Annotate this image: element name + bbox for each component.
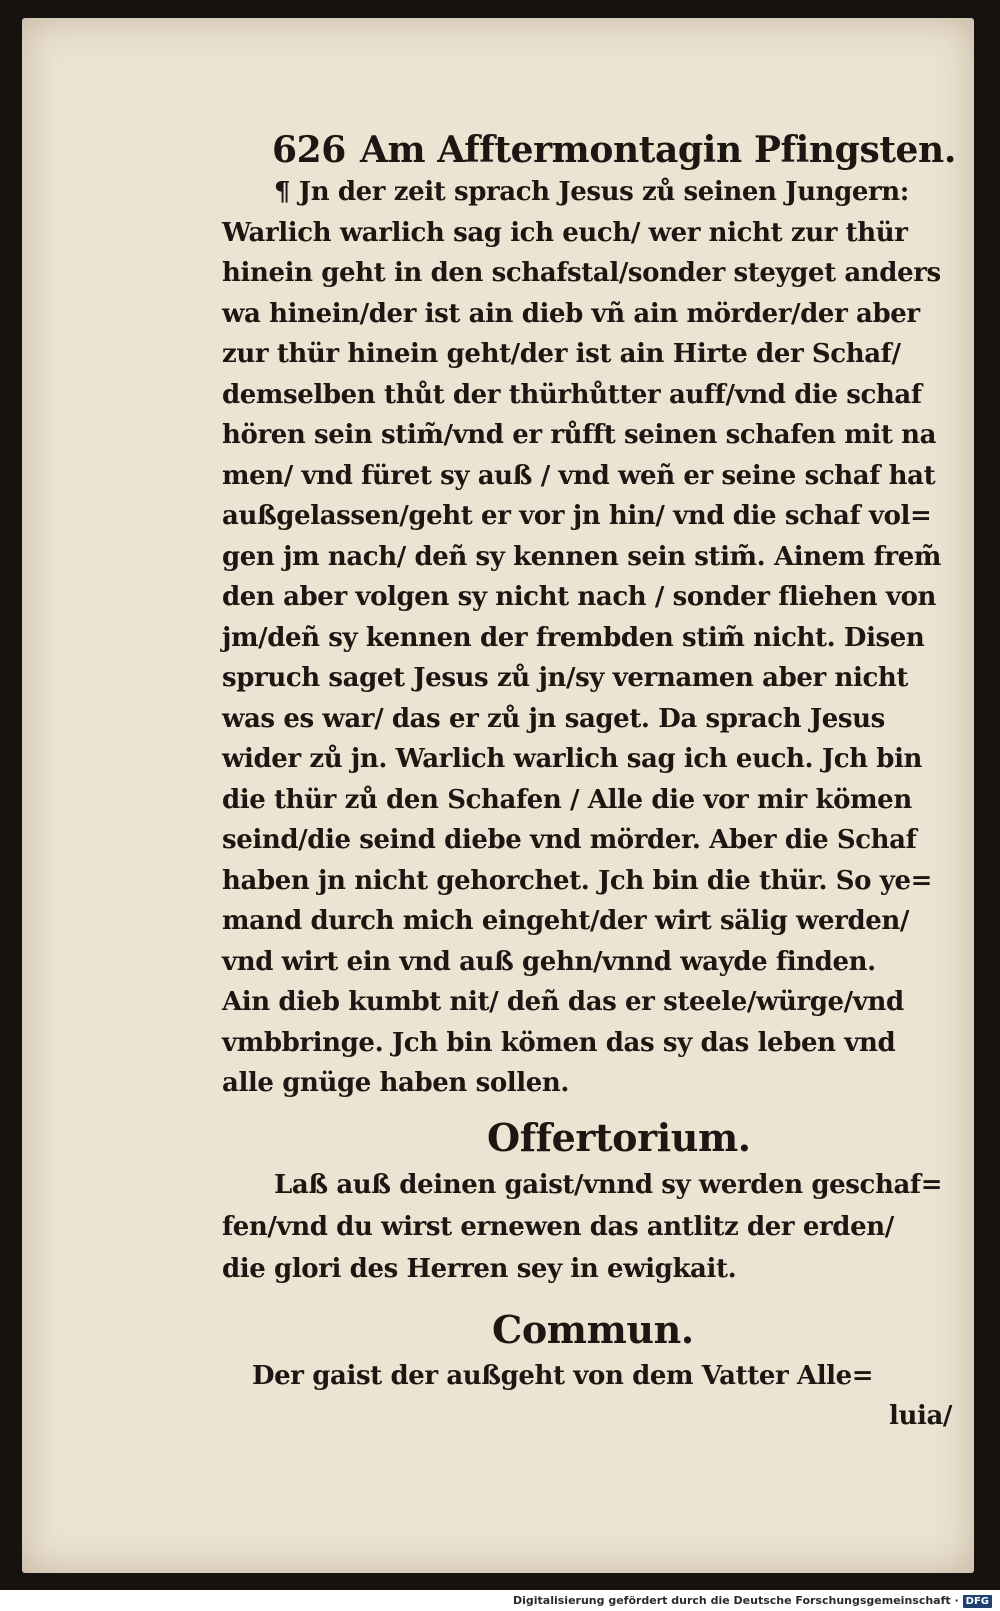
gospel-text [222,172,962,1104]
page-number: 626 [272,129,346,171]
text-line: die glori des Herren sey in ewigkait. [222,1253,737,1284]
text-line: was es war/ das er zů jn saget. Da sprach Jesus [222,703,885,734]
running-title: Am Afftermontagin Pfingsten. [359,129,956,171]
text-line: wider zů jn. Warlich warlich sag ich euch. Jch bin [222,744,923,774]
text-line: fen/vnd du wirst ernewen das antlitz der erden/ [222,1211,894,1242]
book-page [22,18,974,1573]
text-line: alle gnüge haben sollen. [222,1068,570,1098]
communio-text [222,1356,962,1437]
text-line: men/ vnd füret sy auß / vnd weñ er seine schaf hat [222,460,936,491]
text-line: Ain dieb kumbt nit/ deñ das er steele/würge/vnd [222,987,904,1017]
text-line: den aber volgen sy nicht nach / sonder fliehen von [222,582,937,612]
text-line: die thür zů den Schafen / Alle die vor mir kömen [222,784,912,815]
offertorium-heading: Offertorium. [487,1114,751,1160]
text-line: Der gaist der außgeht von dem Vatter Alle= [252,1360,874,1391]
text-line: hinein geht in den schafstal/sonder steyget anders [222,258,941,288]
text-line: seind/die seind diebe vnd mörder. Aber die Schaf [222,825,917,855]
text-line: zur thür hinein geht/der ist ain Hirte der Schaf/ [222,339,901,369]
text-line: hören sein stim̃/vnd er růfft seinen schafen mit na [222,420,937,450]
text-line: demselben thůt der thürhůtter auff/vnd die schaf [222,379,922,410]
communio-heading: Commun. [492,1306,694,1352]
text-line: außgelassen/geht er vor jn hin/ vnd die schaf vol= [222,501,932,531]
offertorium-text [222,1164,962,1290]
text-line: spruch saget Jesus zů jn/sy vernamen aber nicht [222,663,909,693]
page-header [272,128,962,172]
text-line: luia/ [888,1401,952,1431]
text-line: mand durch mich eingeht/der wirt sälig werden/ [222,906,909,936]
page-text [222,128,962,1437]
funding-notice [513,1594,992,1608]
dfg-logo: DFG [963,1595,992,1608]
text-line: haben jn nicht gehorchet. Jch bin die thür. So ye= [222,865,933,896]
text-line: jm/deñ sy kennen der frembden stim̃ nicht. Disen [222,622,925,653]
text-line: Warlich warlich sag ich euch/ wer nicht zur thür [222,217,908,248]
text-line: vmbbringe. Jch bin kömen das sy das leben vnd [222,1027,896,1058]
text-line: ¶ Jn der zeit sprach Jesus zů seinen Jungern: [274,177,909,207]
text-line: gen jm nach/ deñ sy kennen sein stim̃. Ainem frem̃ [222,541,941,572]
text-line: vnd wirt ein vnd auß gehn/vnnd wayde finden. [222,946,876,977]
text-line: wa hinein/der ist ain dieb vñ ain mörder/der aber [222,298,920,329]
funding-text: Digitalisierung gefördert durch die Deutsche Forschungsgemeinschaft · [512,1594,959,1607]
text-line: Laß auß deinen gaist/vnnd sy werden geschaf= [274,1169,943,1200]
